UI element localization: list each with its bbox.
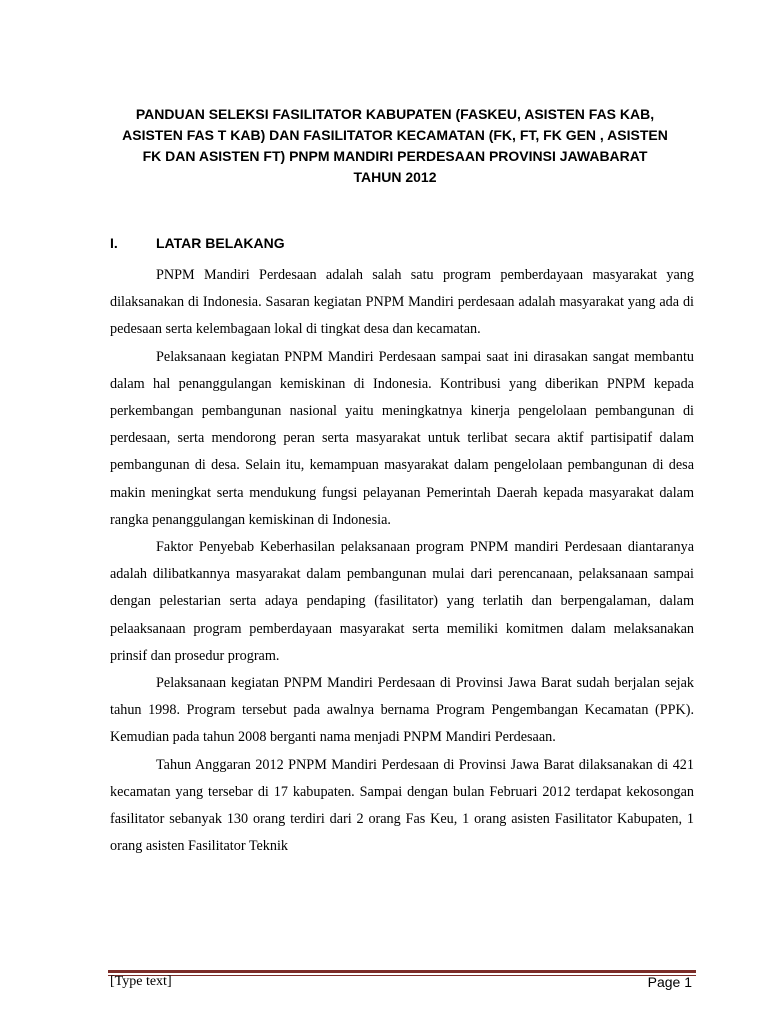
title-line-3: FK DAN ASISTEN FT) PNPM MANDIRI PERDESAAN PROVINSI JAWABARAT [142, 148, 648, 164]
footer-divider-thin [108, 975, 696, 976]
title-line-1: PANDUAN SELEKSI FASILITATOR KABUPATEN (FASKEU, ASISTEN FAS KAB, [135, 106, 655, 122]
footer-placeholder-text[interactable]: [Type text] [110, 974, 172, 989]
title-line-4: TAHUN 2012 [353, 169, 437, 185]
footer-divider [108, 970, 696, 973]
paragraph: Tahun Anggaran 2012 PNPM Mandiri Perdesaan di Provinsi Jawa Barat dilaksanakan di 421 kecamatan yang tersebar di 17 kabupaten. Sampai dengan bulan Februari 2012 terdapat kekosongan fasilitator sebanyak 130 orang terdiri dari 2 orang Fas Keu, 1 orang asisten Fasilitator Kabupaten, 1 orang asisten Fasilitator Teknik [110, 756, 694, 855]
page-number: Page 1 [647, 974, 692, 990]
document-title [100, 104, 690, 188]
paragraph: Pelaksanaan kegiatan PNPM Mandiri Perdesaan di Provinsi Jawa Barat sudah berjalan sejak tahun 1998. Program tersebut pada awalnya bernama Program Pengembangan Kecamatan (PPK). Kemudian pada tahun 2008 berganti nama menjadi PNPM Mandiri Perdesaan. [110, 675, 694, 746]
paragraph: Faktor Penyebab Keberhasilan pelaksanaan program PNPM mandiri Perdesaan diantaranya adalah dilibatkannya masyarakat dalam pembangunan mulai dari perencanaan, pelaksanaan sampai dengan pelestarian serta adaya pendaping (fasilitator) yang terlatih dan berpengalaman, dalam pelaaksanaan program pemberdayaan masyarakat serta memiliki komitmen dalam melaksanakan prinsif dan prosedur program. [110, 539, 694, 664]
paragraph: Pelaksanaan kegiatan PNPM Mandiri Perdesaan sampai saat ini dirasakan sangat membantu dalam hal penanggulangan kemiskinan di Indonesia. Kontribusi yang diberikan PNPM kepada perkembangan pembangunan nasional yaitu meningkatnya kinerja pengelolaan pembangunan di perdesaan, serta mendorong peran serta masyarakat untuk terlibat secara aktif partisipatif dalam pembangunan di desa. Selain itu, kemampuan masyarakat dalam pengelolaan pembangunan di desa makin meningkat serta mendukung fungsi pelayanan Pemerintah Daerah kepada masyarakat dalam rangka penanggulangan kemiskinan di Indonesia. [110, 348, 694, 528]
document-body [110, 262, 694, 860]
section-title: LATAR BELAKANG [156, 235, 285, 251]
paragraph: PNPM Mandiri Perdesaan adalah salah satu program pemberdayaan masyarakat yang dilaksanakan di Indonesia. Sasaran kegiatan PNPM Mandiri perdesaan adalah masyarakat yang ada di pedesaan serta kelembagaan lokal di tingkat desa dan kecamatan. [110, 267, 694, 338]
title-line-2: ASISTEN FAS T KAB) DAN FASILITATOR KECAMATAN (FK, FT, FK GEN , ASISTEN [122, 127, 668, 143]
section-number: I. [110, 235, 118, 251]
